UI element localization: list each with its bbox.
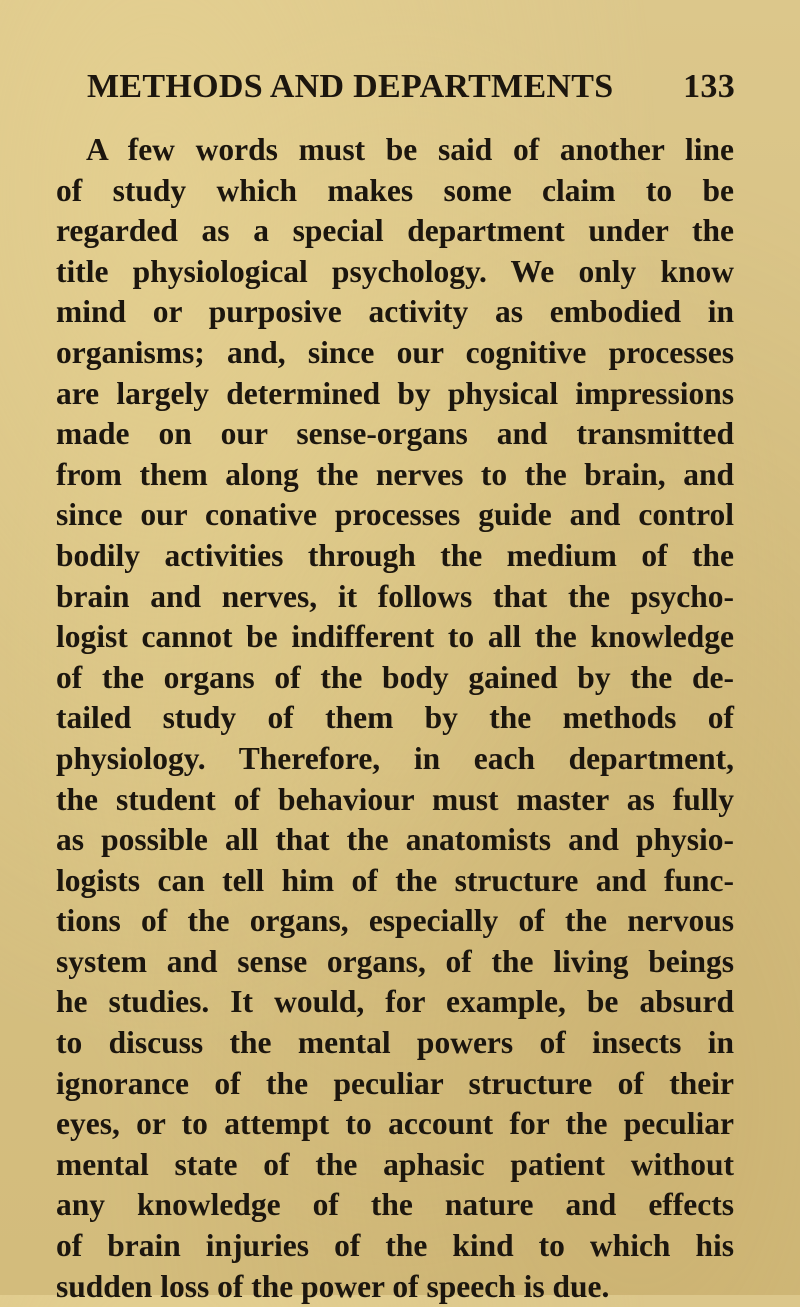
body-paragraph [56, 130, 734, 1307]
text-line: of brain injuries of the kind to which his [56, 1228, 734, 1264]
text-line: of study which makes some claim to be [56, 172, 734, 208]
text-line: physiology. Therefore, in each department, [56, 740, 734, 776]
text-line: regarded as a special department under the [56, 213, 734, 249]
text-line: of the organs of the body gained by the de- [56, 659, 734, 695]
text-line: brain and nerves, it follows that the psycho- [56, 578, 734, 614]
text-line: logists can tell him of the structure and func- [56, 862, 734, 898]
running-title: METHODS AND DEPARTMENTS [87, 68, 614, 105]
text-line: as possible all that the anatomists and physio- [56, 822, 734, 858]
text-line: he studies. It would, for example, be absurd [56, 984, 734, 1020]
text-line: any knowledge of the nature and effects [56, 1187, 734, 1223]
page-number: 133 [683, 68, 735, 105]
text-line: the student of behaviour must master as fully [56, 781, 734, 817]
text-line: mental state of the aphasic patient without [56, 1146, 734, 1182]
text-line: ignorance of the peculiar structure of their [56, 1065, 734, 1101]
text-line: sudden loss of the power of speech is due. [56, 1268, 610, 1304]
text-line: since our conative processes guide and control [56, 497, 734, 533]
text-line: organisms; and, since our cognitive processes [56, 334, 734, 370]
text-line: eyes, or to attempt to account for the peculiar [56, 1106, 734, 1142]
text-line: system and sense organs, of the living beings [56, 943, 734, 979]
text-line: tions of the organs, especially of the nervous [56, 903, 734, 939]
text-line: tailed study of them by the methods of [56, 700, 734, 736]
text-line: to discuss the mental powers of insects in [56, 1025, 734, 1061]
text-line: logist cannot be indifferent to all the knowledge [56, 619, 734, 655]
text-line: bodily activities through the medium of the [56, 537, 734, 573]
text-line: A few words must be said of another line [86, 132, 734, 167]
text-line: are largely determined by physical impressions [56, 375, 734, 411]
text-line: mind or purposive activity as embodied in [56, 294, 734, 330]
running-head [87, 68, 735, 114]
text-line: from them along the nerves to the brain, and [56, 456, 734, 492]
text-line: made on our sense-organs and transmitted [56, 416, 734, 452]
text-line: title physiological psychology. We only know [56, 253, 734, 289]
